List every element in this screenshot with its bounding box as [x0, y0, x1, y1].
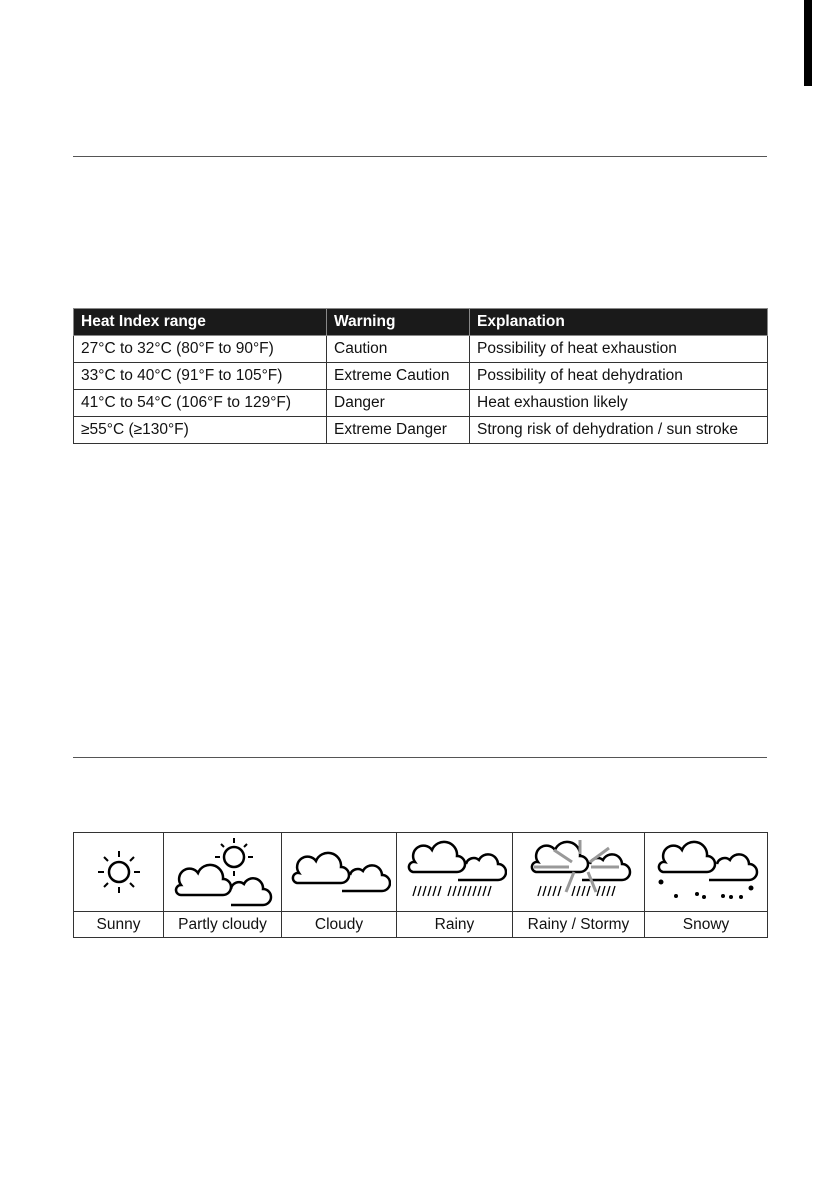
weather-label: Cloudy	[282, 912, 397, 938]
weather-label: Sunny	[74, 912, 164, 938]
weather-label: Snowy	[645, 912, 768, 938]
heat-index-table	[73, 308, 768, 444]
table-row	[74, 390, 768, 417]
cell: 41°C to 54°C (106°F to 129°F)	[74, 390, 327, 417]
cell: Caution	[327, 336, 470, 363]
cloud-icon	[282, 833, 397, 912]
table-row	[74, 417, 768, 444]
table-row	[74, 336, 768, 363]
label-row	[74, 912, 768, 938]
cell: Danger	[327, 390, 470, 417]
storm-icon	[513, 833, 645, 912]
icon-row	[74, 833, 768, 912]
cell: Extreme Caution	[327, 363, 470, 390]
weather-icons-table	[73, 832, 768, 938]
weather-label: Partly cloudy	[164, 912, 282, 938]
cell: 33°C to 40°C (91°F to 105°F)	[74, 363, 327, 390]
page-edge-tab	[804, 0, 812, 86]
section-divider	[73, 757, 767, 758]
weather-label: Rainy / Stormy	[513, 912, 645, 938]
sun-icon	[74, 833, 164, 912]
cell: Strong risk of dehydration / sun stroke	[470, 417, 768, 444]
partly-cloudy-icon	[164, 833, 282, 912]
cell: Possibility of heat dehydration	[470, 363, 768, 390]
weather-label: Rainy	[397, 912, 513, 938]
header-cell: Warning	[327, 309, 470, 336]
header-cell: Heat Index range	[74, 309, 327, 336]
section-divider	[73, 156, 767, 157]
cell: Heat exhaustion likely	[470, 390, 768, 417]
rain-icon	[397, 833, 513, 912]
cell: ≥55°C (≥130°F)	[74, 417, 327, 444]
table-header-row	[74, 309, 768, 336]
snow-icon	[645, 833, 768, 912]
header-cell: Explanation	[470, 309, 768, 336]
table-row	[74, 363, 768, 390]
cell: 27°C to 32°C (80°F to 90°F)	[74, 336, 327, 363]
cell: Extreme Danger	[327, 417, 470, 444]
cell: Possibility of heat exhaustion	[470, 336, 768, 363]
